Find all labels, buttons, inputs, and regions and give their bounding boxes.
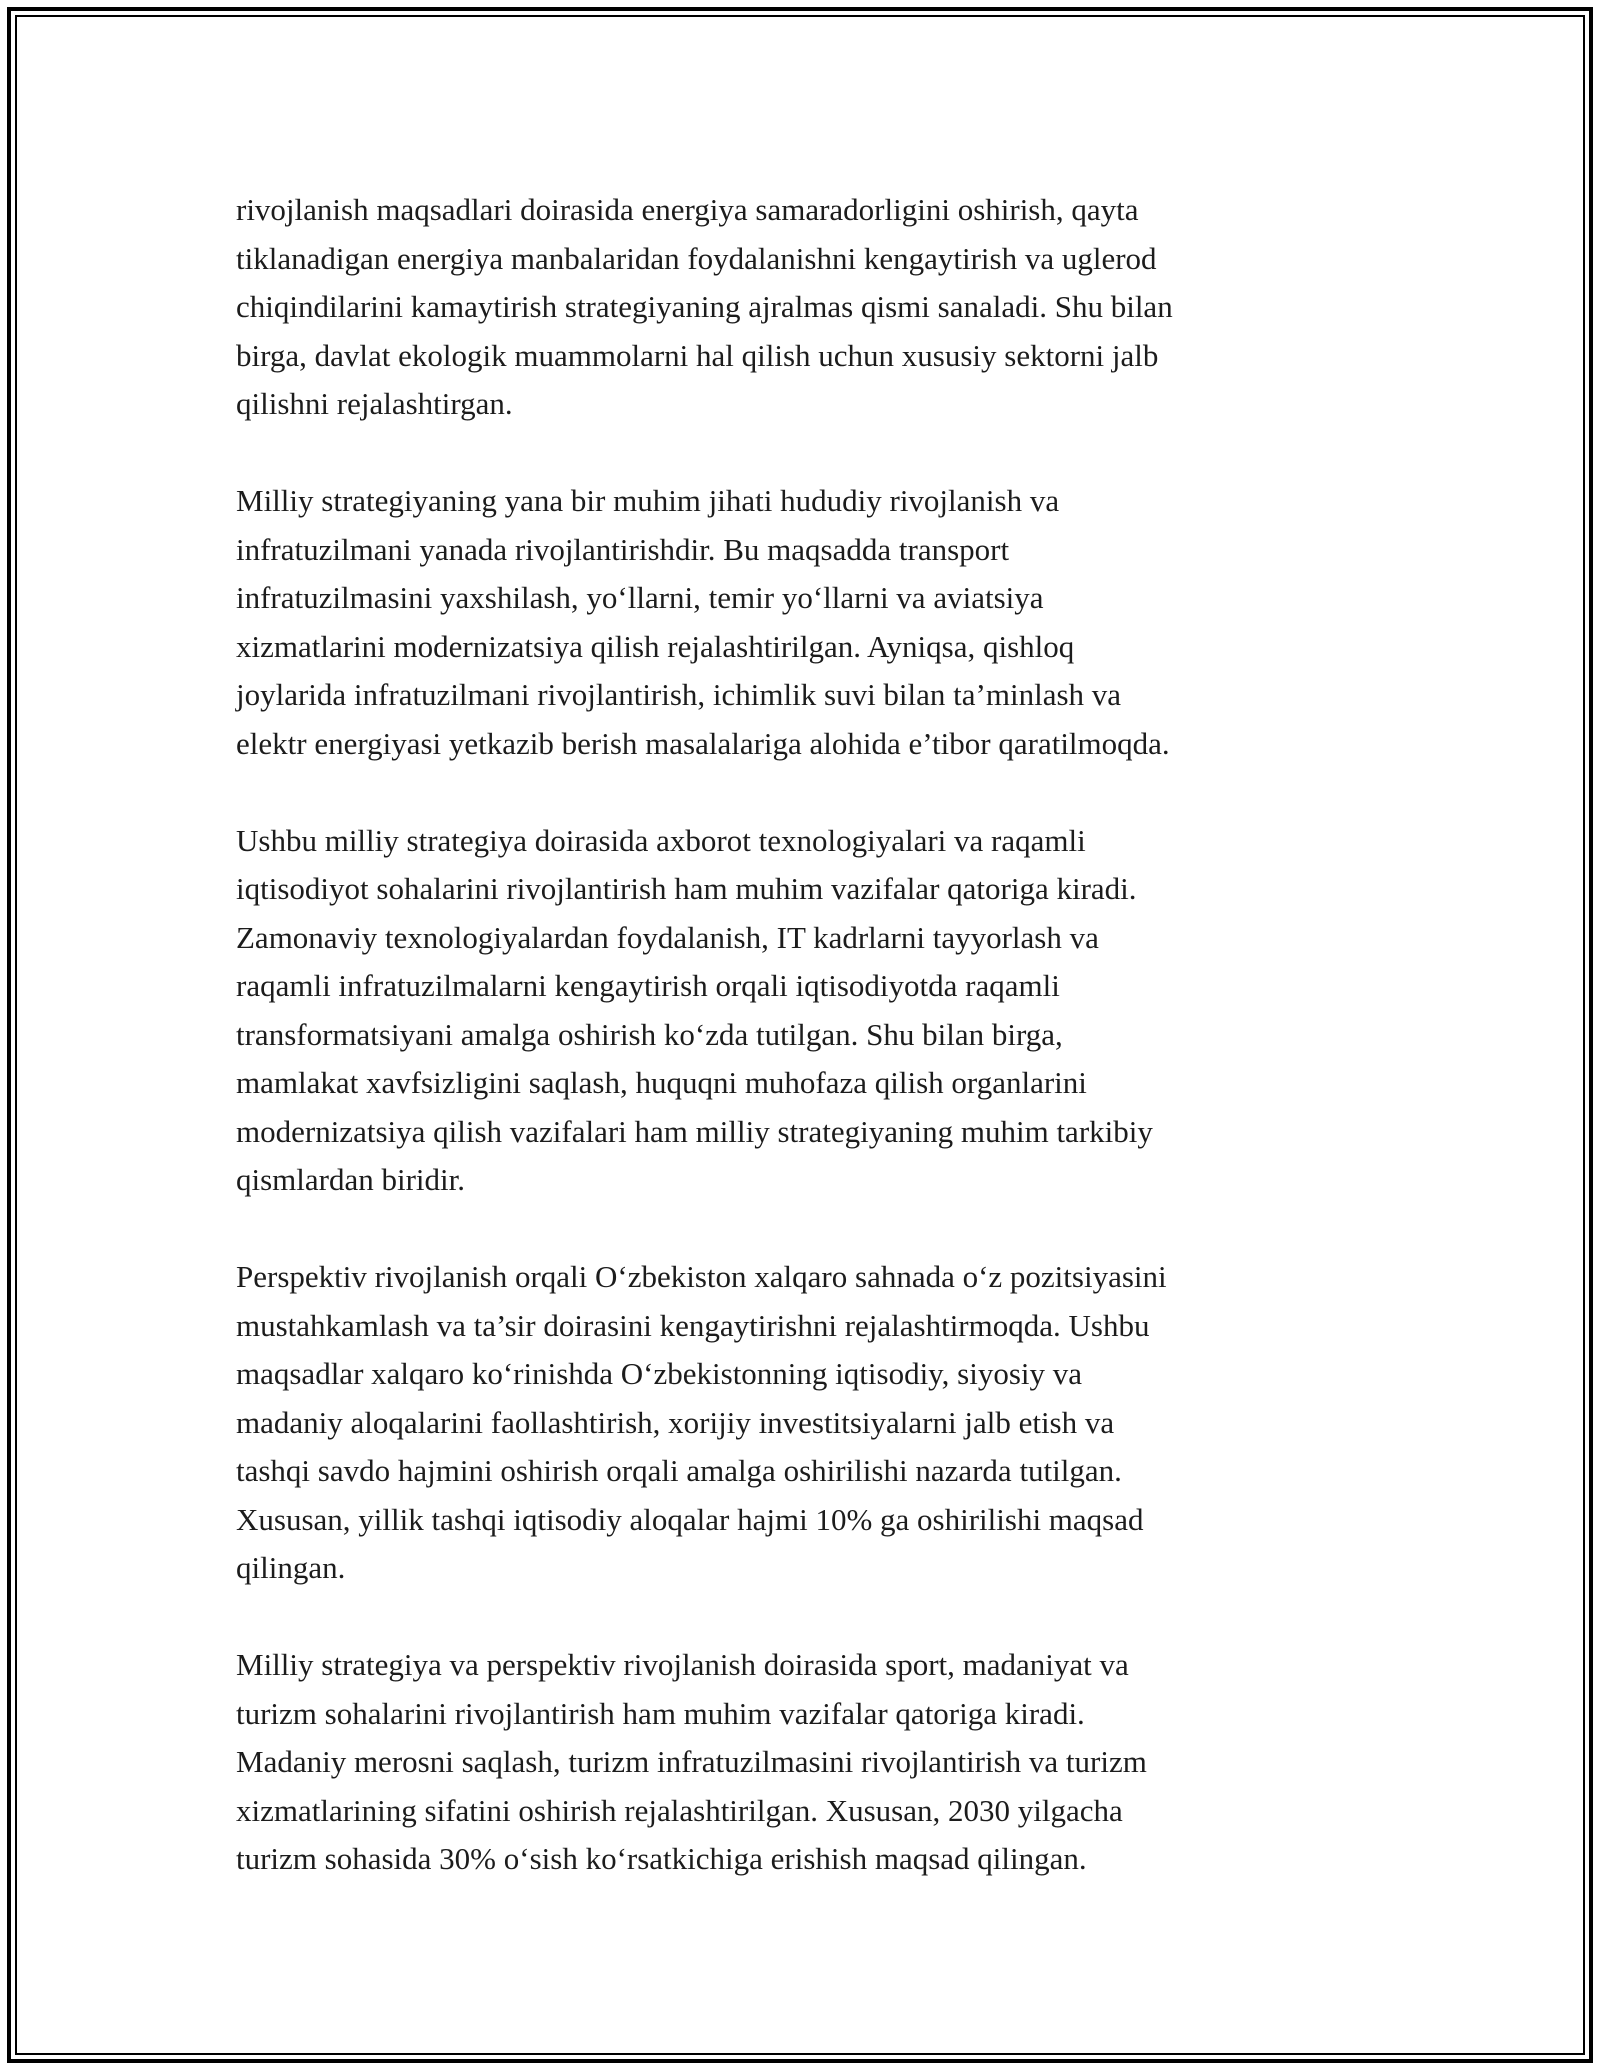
paragraph-digital-economy: Ushbu milliy strategiya doirasida axborot texnologiyalari va raqamli iqtisodiyot sohalarini rivojlantirish ham muhim vazifalar qatoriga kiradi. Zamonaviy texnologiyalardan foydalanish, IT kadrlarni tayyorlash va raqamli infratuzilmalarni kengaytirish orqali iqtisodiyotda raqamli transformatsiyani amalga oshirish ko‘zda tutilgan. Shu bilan birga, mamlakat xavfsizligini saqlash, huquqni muhofaza qilish organlarini modernizatsiya qilish vazifalari ham milliy strategiyaning muhim tarkibiy qismlardan biridir.: [236, 822, 1153, 1197]
paragraph-tourism: Milliy strategiya va perspektiv rivojlanish doirasida sport, madaniyat va turizm sohalarini rivojlantirish ham muhim vazifalar qatoriga kiradi. Madaniy merosni saqlash, turizm infratuzilmasini rivojlantirish va turizm xizmatlarining sifatini oshirish rejalashtirilgan. Xususan, 2030 yilgacha turizm sohasida 30% o‘sish ko‘rsatkichiga erishish maqsad qilingan.: [236, 1647, 1147, 1876]
document-body: [236, 186, 1364, 1932]
paragraph-international: Perspektiv rivojlanish orqali O‘zbekiston xalqaro sahnada o‘z pozitsiyasini mustahkamlash va ta’sir doirasini kengaytirishni rejalashtirmoqda. Ushbu maqsadlar xalqaro ko‘rinishda O‘zbekistonning iqtisodiy, siyosiy va madaniy aloqalarini faollashtirish, xorijiy investitsiyalarni jalb etish va tashqi savdo hajmini oshirish orqali amalga oshirilishi nazarda tutilgan. Xususan, yillik tashqi iqtisodiy aloqalar hajmi 10% ga oshirilishi maqsad qilingan.: [236, 1259, 1167, 1585]
paragraph-energy: rivojlanish maqsadlari doirasida energiya samaradorligini oshirish, qayta tiklanadigan energiya manbalaridan foydalanishni kengaytirish va uglerod chiqindilarini kamaytirish strategiyaning ajralmas qismi sanaladi. Shu bilan birga, davlat ekologik muammolarni hal qilish uchun xususiy sektorni jalb qilishni rejalashtirgan.: [236, 192, 1173, 421]
paragraph-infrastructure: Milliy strategiyaning yana bir muhim jihati hududiy rivojlanish va infratuzilmani yanada rivojlantirishdir. Bu maqsadda transport infratuzilmasini yaxshilash, yo‘llarni, temir yo‘llarni va aviatsiya xizmatlarini modernizatsiya qilish rejalashtirilgan. Ayniqsa, qishloq joylarida infratuzilmani rivojlantirish, ichimlik suvi bilan ta’minlash va elektr energiyasi yetkazib berish masalalariga alohida e’tibor qaratilmoqda.: [236, 483, 1170, 761]
